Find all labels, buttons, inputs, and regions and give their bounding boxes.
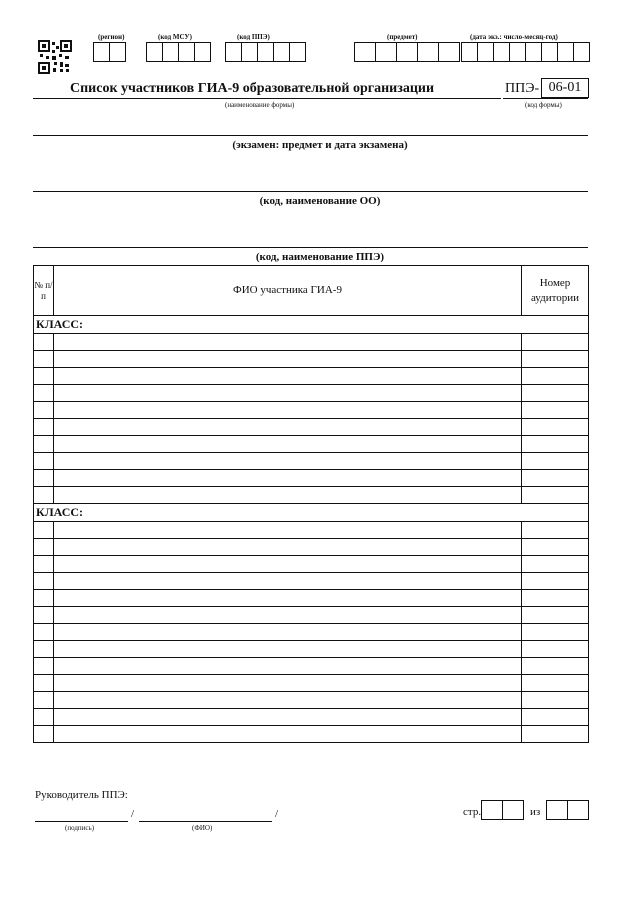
cell-fio[interactable] [53, 351, 521, 368]
form-code-box: 06-01 [541, 78, 589, 98]
oo-line[interactable] [33, 191, 588, 192]
cell-num[interactable] [34, 624, 54, 641]
cell-num[interactable] [34, 658, 54, 675]
cell-fio[interactable] [53, 658, 521, 675]
cell-num[interactable] [34, 709, 54, 726]
ppe-line[interactable] [33, 247, 588, 248]
cell-num[interactable] [34, 402, 54, 419]
exam-line[interactable] [33, 135, 588, 136]
col-num-header: № п/п [34, 266, 54, 316]
table-row [34, 419, 589, 436]
cell-room[interactable] [522, 573, 589, 590]
subject-caption: (предмет) [387, 33, 418, 41]
form-name-caption: (наименование формы) [225, 101, 295, 109]
cell-room[interactable] [522, 675, 589, 692]
table-header-row [34, 266, 589, 316]
cell-room[interactable] [522, 368, 589, 385]
cell-num[interactable] [34, 334, 54, 351]
cell-fio[interactable] [53, 368, 521, 385]
table-row [34, 624, 589, 641]
cell-room[interactable] [522, 624, 589, 641]
cell-num[interactable] [34, 590, 54, 607]
table-row [34, 573, 589, 590]
cell-fio[interactable] [53, 726, 521, 743]
cell-fio[interactable] [53, 709, 521, 726]
table-row [34, 402, 589, 419]
cell-room[interactable] [522, 385, 589, 402]
region-caption: (регион) [98, 33, 125, 41]
of-label: из [530, 806, 541, 818]
table-row [34, 675, 589, 692]
table-row [34, 556, 589, 573]
ppe-section-caption: (код, наименование ППЭ) [255, 251, 385, 263]
cell-room[interactable] [522, 470, 589, 487]
cell-room[interactable] [522, 709, 589, 726]
cell-room[interactable] [522, 692, 589, 709]
cell-fio[interactable] [53, 453, 521, 470]
cell-room[interactable] [522, 539, 589, 556]
group-1-rows [34, 334, 589, 504]
cell-fio[interactable] [53, 402, 521, 419]
region-boxes[interactable] [93, 42, 126, 62]
cell-fio[interactable] [53, 675, 521, 692]
total-pages-boxes[interactable] [546, 800, 589, 820]
date-caption: (дата экз.: число-месяц-год) [470, 33, 558, 41]
table-row [34, 453, 589, 470]
table-row [34, 658, 589, 675]
table-row [34, 641, 589, 658]
cell-room[interactable] [522, 334, 589, 351]
cell-num[interactable] [34, 453, 54, 470]
cell-num[interactable] [34, 470, 54, 487]
cell-num[interactable] [34, 368, 54, 385]
table-row [34, 487, 589, 504]
cell-room[interactable] [522, 351, 589, 368]
cell-num[interactable] [34, 556, 54, 573]
cell-num[interactable] [34, 351, 54, 368]
cell-room[interactable] [522, 436, 589, 453]
cell-num[interactable] [34, 522, 54, 539]
cell-num[interactable] [34, 539, 54, 556]
class-row-1 [34, 316, 589, 334]
signature-caption: (подпись) [65, 824, 95, 832]
cell-num[interactable] [34, 419, 54, 436]
cell-fio[interactable] [53, 419, 521, 436]
cell-num[interactable] [34, 607, 54, 624]
cell-fio[interactable] [53, 641, 521, 658]
cell-room[interactable] [522, 522, 589, 539]
table-row [34, 607, 589, 624]
class-label: КЛАСС: [34, 316, 589, 334]
cell-fio[interactable] [53, 470, 521, 487]
qr-code [38, 40, 72, 74]
table-row [34, 522, 589, 539]
table-row [34, 334, 589, 351]
cell-room[interactable] [522, 607, 589, 624]
table-row [34, 436, 589, 453]
class-row-2 [34, 504, 589, 522]
col-room-header: Номер аудитории [522, 266, 589, 316]
oo-caption: (код, наименование ОО) [259, 195, 381, 207]
cell-fio[interactable] [53, 522, 521, 539]
class-label: КЛАСС: [34, 504, 589, 522]
table-row [34, 539, 589, 556]
form-code-prefix: ППЭ- [505, 81, 540, 96]
table-row [34, 590, 589, 607]
mso-boxes[interactable] [146, 42, 211, 62]
page-label: стр. [463, 806, 482, 818]
mso-caption: (код МСУ) [158, 33, 192, 41]
cell-num[interactable] [34, 675, 54, 692]
form-code-underline [503, 98, 588, 99]
cell-fio[interactable] [53, 556, 521, 573]
table-row [34, 726, 589, 743]
subject-boxes[interactable] [354, 42, 460, 62]
cell-room[interactable] [522, 590, 589, 607]
fio-caption: (ФИО) [192, 824, 213, 832]
group-2-rows [34, 522, 589, 743]
exam-caption: (экзамен: предмет и дата экзамена) [232, 139, 408, 151]
cell-num[interactable] [34, 487, 54, 504]
cell-room[interactable] [522, 453, 589, 470]
cell-fio[interactable] [53, 573, 521, 590]
cell-fio[interactable] [53, 607, 521, 624]
cell-room[interactable] [522, 487, 589, 504]
cell-num[interactable] [34, 385, 54, 402]
form-code-caption: (код формы) [525, 101, 562, 109]
table-row [34, 470, 589, 487]
cell-room[interactable] [522, 556, 589, 573]
cell-fio[interactable] [53, 590, 521, 607]
table-row [34, 368, 589, 385]
cell-num[interactable] [34, 436, 54, 453]
table-row [34, 351, 589, 368]
cell-room[interactable] [522, 726, 589, 743]
cell-fio[interactable] [53, 624, 521, 641]
participants-table [33, 265, 589, 743]
cell-room[interactable] [522, 419, 589, 436]
cell-room[interactable] [522, 658, 589, 675]
form-title: Список участников ГИА-9 образовательной организации [70, 81, 435, 96]
cell-num[interactable] [34, 692, 54, 709]
head-label: Руководитель ППЭ: [35, 789, 128, 801]
cell-num[interactable] [34, 573, 54, 590]
slash-1: / [131, 808, 135, 820]
signature-line[interactable] [35, 821, 128, 822]
cell-fio[interactable] [53, 436, 521, 453]
slash-2: / [275, 808, 279, 820]
ppe-boxes[interactable] [225, 42, 306, 62]
ppe-caption: (код ППЭ) [237, 33, 270, 41]
col-fio-header: ФИО участника ГИА-9 [53, 266, 521, 316]
date-boxes[interactable] [461, 42, 590, 62]
cell-num[interactable] [34, 726, 54, 743]
cell-room[interactable] [522, 402, 589, 419]
cell-num[interactable] [34, 641, 54, 658]
cell-fio[interactable] [53, 692, 521, 709]
cell-room[interactable] [522, 641, 589, 658]
fio-line[interactable] [139, 821, 272, 822]
table-row [34, 692, 589, 709]
table-row [34, 385, 589, 402]
cell-fio[interactable] [53, 385, 521, 402]
cell-fio[interactable] [53, 539, 521, 556]
cell-fio[interactable] [53, 487, 521, 504]
page-boxes[interactable] [481, 800, 524, 820]
cell-fio[interactable] [53, 334, 521, 351]
title-underline [33, 98, 501, 99]
table-row [34, 709, 589, 726]
